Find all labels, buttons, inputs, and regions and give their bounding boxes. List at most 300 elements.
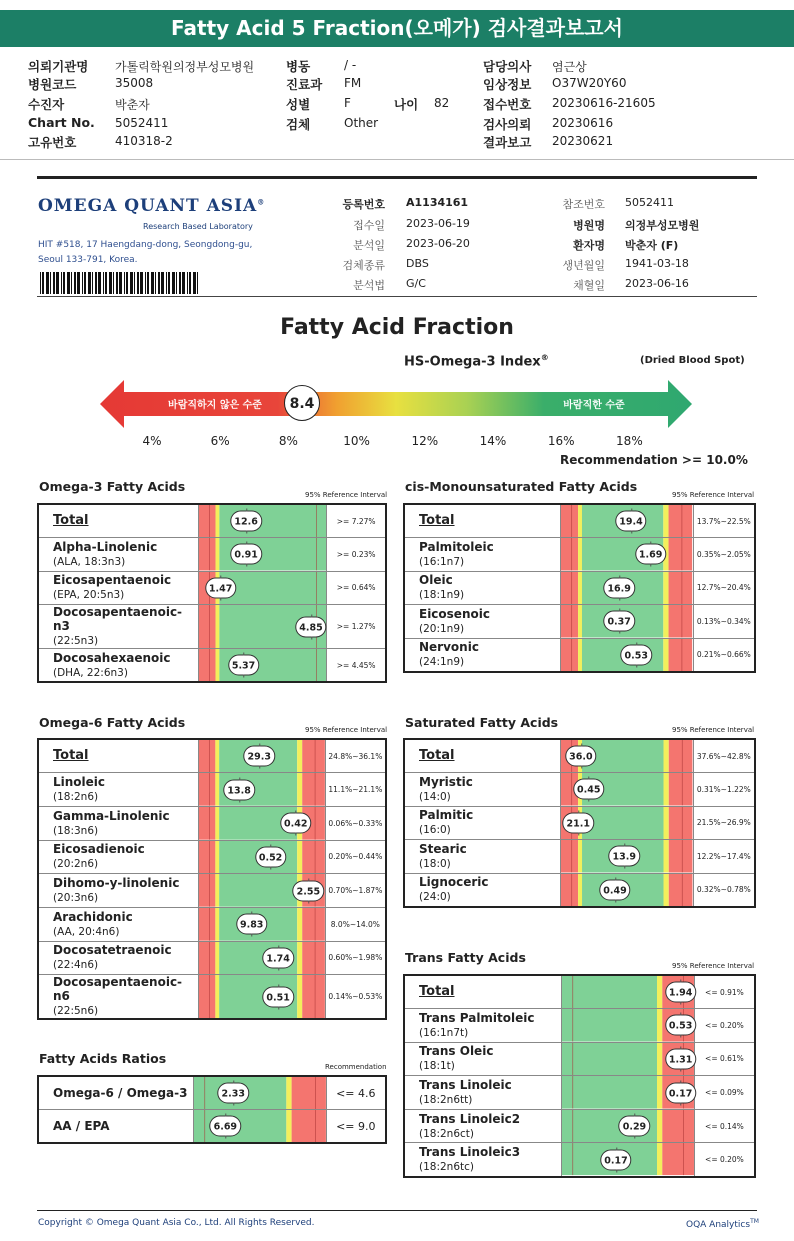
barcode-bar [77, 272, 80, 294]
value-marker [603, 577, 634, 598]
fatty-acid-bar [561, 806, 693, 840]
fatty-acid-fraction-title: Fatty Acid Fraction [280, 315, 514, 340]
report-info-value: G/C [406, 277, 426, 290]
table-row [404, 638, 755, 672]
hs-axis-tick-label: 12% [411, 434, 439, 448]
fatty-acid-bar [198, 975, 325, 1020]
fatty-acid-bar [561, 504, 693, 538]
hs-axis-tick-label: 18% [616, 434, 643, 448]
marker-tick [259, 744, 260, 747]
value-text: 0.91 [234, 549, 258, 561]
value-text: 0.52 [258, 852, 283, 864]
fatty-acid-name [404, 538, 561, 572]
report-info-value: 1941-03-18 [625, 257, 689, 270]
report-info-value: 의정부성모병원 [625, 219, 700, 232]
table-row [404, 538, 755, 572]
patient-info-label: Chart No. [28, 115, 95, 130]
table-row [38, 773, 386, 807]
table-row [404, 840, 755, 874]
marker-tick [221, 575, 222, 578]
fatty-acid-name [404, 571, 561, 605]
table-row [38, 571, 386, 605]
fatty-acid-table-cis-mono [403, 503, 756, 673]
value-marker [295, 616, 326, 637]
fatty-acid-bar [199, 571, 327, 605]
value-marker [635, 544, 666, 565]
value-text: 12.6 [234, 516, 258, 528]
marker-tick [681, 1046, 682, 1049]
fatty-acid-bar [199, 538, 327, 572]
fatty-acid-bar [561, 638, 693, 672]
marker-tick [271, 844, 272, 847]
fatty-acid-table-saturated [403, 738, 756, 908]
barcode-bar [172, 272, 175, 294]
value-text: 13.8 [227, 785, 251, 797]
patient-info-value: 35008 [115, 76, 154, 90]
reference-range: 0.13%~0.34% [693, 605, 755, 639]
fatty-acid-table-trans [403, 974, 756, 1178]
marker-tick [233, 1081, 234, 1084]
barcode-bar [50, 272, 51, 294]
fatty-acid-bar [199, 605, 327, 649]
fatty-acid-name [38, 739, 198, 773]
marker-tick [616, 1169, 617, 1172]
table-row-total [404, 975, 755, 1009]
marker-tick [651, 542, 652, 545]
barcode-bar [187, 272, 188, 294]
fatty-acid-bar [561, 873, 693, 907]
barcode-bar [40, 272, 41, 294]
bar-background [199, 649, 326, 681]
bar-track [199, 538, 326, 571]
fatty-acid-bar [193, 1110, 326, 1144]
table-row [404, 605, 755, 639]
fatty-acid-name [404, 1143, 561, 1177]
fatty-acid-name [38, 649, 199, 683]
section-title-omega3: Omega-3 Fatty Acids [39, 479, 186, 494]
report-top-rule [37, 176, 757, 179]
reference-range: 0.60%~1.98% [325, 941, 386, 975]
value-text: 9.83 [239, 919, 264, 931]
fatty-acid-label: Palmitic [419, 808, 474, 823]
barcode-bar [53, 272, 55, 294]
marker-tick [615, 877, 616, 880]
marker-tick [246, 509, 247, 512]
table-row-total [404, 739, 755, 773]
marker-tick [634, 1114, 635, 1117]
patient-info-label: 검사의뢰 [483, 117, 532, 132]
reference-range: 12.7%~20.4% [693, 571, 755, 605]
report-info-label: 분석일 [353, 239, 385, 252]
hs-axis-tick-label: 10% [343, 434, 370, 448]
value-marker [665, 1048, 696, 1069]
fatty-acid-label: Trans Linoleic2 [419, 1111, 521, 1126]
fatty-acid-label: Total [419, 748, 455, 763]
value-marker [230, 511, 261, 532]
fatty-acid-name [404, 840, 561, 874]
reference-range: >= 7.27% [327, 504, 386, 538]
patient-info-value: 410318-2 [115, 134, 173, 148]
patient-info-label: 고유번호 [28, 135, 77, 150]
barcode-bar [193, 272, 196, 294]
lab-address-line2: Seoul 133-791, Korea. [38, 255, 138, 265]
fatty-acid-notation: (DHA, 22:6n3) [53, 666, 128, 679]
fatty-acid-label: Docosapentaenoic-n3 [53, 605, 183, 633]
fatty-acid-bar [198, 773, 325, 807]
report-info-value: 박춘자 (F) [625, 239, 679, 252]
value-text: 0.29 [622, 1121, 647, 1133]
reference-range: 0.14%~0.53% [325, 975, 386, 1020]
value-text: 0.17 [668, 1088, 693, 1100]
marker-tick [244, 653, 245, 656]
value-marker [620, 644, 651, 665]
value-text: 4.85 [299, 622, 323, 633]
patient-info-value: 가톨릭학원의정부성모병원 [115, 60, 255, 74]
table-row [38, 538, 386, 572]
barcode-image [40, 272, 200, 294]
patient-info-value: 5052411 [115, 116, 169, 130]
fatty-acid-name [404, 1042, 561, 1076]
table-row [38, 1076, 386, 1110]
reference-range: 12.2%~17.4% [693, 840, 755, 874]
reference-range: <= 4.6 [326, 1076, 386, 1110]
fatty-acid-name [404, 739, 561, 773]
fatty-acid-notation: (18:2n6tc) [419, 1161, 474, 1174]
section-title-omega6: Omega-6 Fatty Acids [39, 715, 186, 730]
value-marker [603, 611, 634, 632]
patient-info-label: 진료과 [286, 77, 323, 92]
fatty-acid-bar [561, 1042, 694, 1076]
marker-tick [578, 832, 579, 835]
bar-track [199, 773, 325, 806]
value-text: 36.0 [569, 751, 593, 763]
section-title-ratios: Fatty Acids Ratios [39, 1051, 167, 1066]
fatty-acid-name [404, 638, 561, 672]
barcode-bar [88, 272, 91, 294]
lab-logo-subtitle: Research Based Laboratory [143, 222, 253, 231]
marker-tick [278, 967, 279, 970]
report-info-value: A1134161 [406, 196, 469, 209]
barcode-bar [166, 272, 167, 294]
fatty-acid-notation: (22:4n6) [53, 959, 99, 972]
barcode-bar [95, 272, 97, 294]
marker-tick [636, 642, 637, 645]
fatty-acid-notation: (ALA, 18:3n3) [53, 555, 126, 568]
table-row [38, 907, 386, 941]
fatty-acid-label: Lignoceric [419, 875, 489, 889]
value-text: 13.9 [612, 851, 636, 863]
barcode-bar [116, 272, 118, 294]
table-row [38, 874, 386, 908]
marker-tick [631, 509, 632, 512]
section-title-cis-mono: cis-Monounsaturated Fatty Acids [405, 479, 638, 494]
marker-tick [589, 777, 590, 780]
fatty-acid-label: Dihomo-y-linolenic [53, 876, 180, 891]
bar-track [561, 538, 692, 571]
value-marker [236, 914, 267, 935]
fatty-acid-label: Arachidonic [53, 909, 133, 924]
table-row [38, 605, 386, 649]
barcode-bar [82, 272, 83, 294]
fatty-acid-name [404, 975, 561, 1009]
table-row [38, 840, 386, 874]
report-header-divider [37, 296, 757, 297]
table-row-total [38, 504, 386, 538]
fatty-acid-name [38, 975, 198, 1020]
fatty-acid-name [404, 773, 561, 807]
fatty-acid-label: Omega-6 / Omega-3 [53, 1086, 188, 1100]
patient-info-value: / - [344, 58, 357, 72]
table-row [38, 941, 386, 975]
barcode-bar [105, 272, 107, 294]
value-marker [609, 846, 640, 867]
reference-range: 21.5%~26.9% [693, 806, 755, 840]
fatty-acid-bar [198, 907, 325, 941]
barcode-bar [56, 272, 59, 294]
fatty-acid-label: Total [419, 513, 455, 528]
fatty-acid-label: Linoleic [53, 775, 106, 790]
fatty-acid-label: Trans Oleic [419, 1044, 494, 1059]
barcode-bar [126, 272, 128, 294]
table-row [404, 806, 755, 840]
fatty-acid-name [38, 571, 199, 605]
reference-interval-label: Recommendation [325, 1063, 387, 1071]
reference-range: <= 0.61% [694, 1042, 755, 1076]
fatty-acid-label: Eicosapentaenoic [53, 573, 172, 588]
fatty-acid-label: Docosapentaenoic-n6 [53, 975, 183, 1004]
fatty-acid-bar [199, 649, 327, 683]
report-info-label: 접수일 [353, 219, 385, 232]
report-info-label: 등록번호 [342, 198, 385, 211]
hs-axis-tick-label: 14% [479, 434, 507, 448]
value-text: 0.37 [607, 616, 631, 628]
barcode-bar [151, 272, 154, 294]
fatty-acid-label: AA / EPA [53, 1119, 110, 1133]
marker-tick [619, 575, 620, 578]
reference-range: 0.35%~2.05% [693, 538, 755, 572]
reference-interval-label: 95% Reference Interval [672, 962, 755, 970]
patient-info-label: 담당의사 [483, 59, 532, 74]
fatty-acid-bar [561, 571, 693, 605]
value-marker [665, 1082, 696, 1103]
bar-track [194, 1077, 326, 1109]
fatty-acid-label: Trans Palmitoleic [419, 1010, 535, 1025]
value-text: 1.94 [668, 987, 693, 999]
marker-tick [296, 811, 297, 814]
fatty-acid-name [38, 941, 198, 975]
patient-info-value: 82 [434, 96, 450, 110]
fatty-acid-name [38, 605, 199, 649]
reference-range: 0.32%~0.78% [693, 873, 755, 907]
value-marker [244, 746, 275, 767]
barcode-bar [61, 272, 62, 294]
patient-info-value: 20230616 [552, 116, 614, 130]
value-marker [255, 846, 286, 867]
barcode-bar [84, 272, 86, 294]
lab-logo: OMEGA QUANT ASIA® [38, 196, 266, 216]
fatty-acid-table-omega3 [37, 503, 387, 683]
bar-track [199, 505, 326, 537]
value-text: 1.31 [668, 1054, 693, 1066]
bar-background [194, 1077, 326, 1109]
fatty-acid-notation: (14:0) [419, 790, 451, 803]
value-marker [665, 982, 696, 1003]
fatty-acid-notation: (18:2n6ct) [419, 1127, 474, 1140]
barcode-bar [124, 272, 125, 294]
copyright-text: Copyright © Omega Quant Asia Co., Ltd. All Rights Reserved. [38, 1218, 315, 1228]
fatty-acid-name [38, 1076, 193, 1110]
value-marker [262, 947, 293, 968]
marker-tick [239, 777, 240, 780]
fatty-acid-notation: (24:0) [419, 891, 451, 903]
marker-tick [681, 1035, 682, 1038]
fatty-acid-name [404, 1076, 561, 1110]
table-row [38, 649, 386, 683]
fatty-acid-label: Oleic [419, 573, 453, 588]
reference-range: 0.70%~1.87% [325, 874, 386, 908]
value-marker [205, 577, 236, 598]
bar-track [199, 649, 326, 681]
section-title-trans: Trans Fatty Acids [405, 950, 526, 965]
marker-tick [311, 614, 312, 617]
fatty-acid-notation: (18:1t) [419, 1060, 455, 1073]
value-marker [262, 986, 293, 1007]
marker-tick [589, 799, 590, 802]
reference-interval-label: 95% Reference Interval [672, 491, 755, 499]
barcode-bar [109, 272, 112, 294]
marker-tick [581, 766, 582, 769]
reference-range: >= 4.45% [327, 649, 386, 683]
fatty-acid-name [38, 504, 199, 538]
marker-tick [246, 564, 247, 567]
section-title-saturated: Saturated Fatty Acids [405, 715, 559, 730]
patient-info-value: F [344, 96, 351, 110]
patient-info-label: 나이 [394, 97, 419, 112]
marker-tick [681, 1102, 682, 1105]
marker-tick [252, 934, 253, 937]
report-info-value: 2023-06-19 [406, 217, 470, 230]
marker-tick [581, 744, 582, 747]
patient-info-value: 염근상 [552, 60, 587, 74]
bar-background [199, 773, 325, 806]
report-info-label: 검체종류 [342, 259, 385, 272]
hs-axis-tick-label: 6% [210, 434, 230, 448]
marker-tick [271, 866, 272, 869]
marker-tick [681, 1080, 682, 1083]
fatty-acid-label: Gamma-Linolenic [53, 808, 170, 823]
hs-axis-tick-label: 4% [142, 434, 162, 448]
report-info-value: DBS [406, 257, 429, 270]
value-text: 1.69 [638, 549, 663, 561]
marker-tick [651, 564, 652, 567]
reference-range: 0.06%~0.33% [325, 806, 386, 840]
table-row [404, 571, 755, 605]
value-text: 1.74 [266, 953, 290, 965]
reference-range: >= 0.23% [327, 538, 386, 572]
reference-interval-label: 95% Reference Interval [305, 726, 388, 734]
marker-tick [278, 1006, 279, 1009]
fatty-acid-bar [561, 1076, 694, 1110]
marker-tick [634, 1136, 635, 1139]
report-info-label: 분석법 [353, 279, 385, 292]
value-marker [210, 1116, 241, 1137]
fatty-acid-notation: (20:3n6) [53, 892, 99, 905]
reference-range: 0.21%~0.66% [693, 638, 755, 672]
fatty-acid-label: Trans Linoleic3 [419, 1145, 521, 1160]
value-text: 5.37 [231, 660, 256, 672]
fatty-acid-label: Eicosenoic [419, 606, 490, 621]
reference-range: <= 0.09% [694, 1076, 755, 1110]
value-text: 0.42 [284, 818, 308, 830]
patient-info-label: 병원코드 [28, 77, 77, 92]
reference-range: >= 1.27% [327, 605, 386, 649]
fatty-acid-notation: (16:0) [419, 824, 451, 837]
marker-tick [296, 833, 297, 836]
table-row [404, 873, 755, 907]
fatty-acid-bar [198, 739, 325, 773]
marker-tick [308, 878, 309, 881]
hs-axis-tick-label: 8% [278, 434, 298, 448]
marker-tick [233, 1103, 234, 1106]
table-row [404, 1109, 755, 1143]
barcode-bar [140, 272, 143, 294]
patient-info-label: 접수번호 [483, 97, 532, 112]
value-marker [600, 1149, 631, 1170]
fatty-acid-notation: (18:2n6tt) [419, 1094, 473, 1107]
fatty-acid-notation: (EPA, 20:5n3) [53, 589, 125, 602]
value-text: 0.17 [604, 1155, 628, 1167]
report-info-label: 생년월일 [562, 259, 605, 272]
fatty-acid-bar [561, 605, 693, 639]
barcode-bar [137, 272, 139, 294]
table-row [404, 1076, 755, 1110]
fatty-acid-bar [193, 1076, 326, 1110]
table-row [38, 806, 386, 840]
barcode-bar [92, 272, 93, 294]
value-text: 29.3 [247, 751, 271, 763]
table-row [404, 1042, 755, 1076]
fatty-acid-label: Alpha-Linolenic [53, 539, 158, 554]
fatty-acid-name [404, 806, 561, 840]
marker-tick [246, 542, 247, 545]
fatty-acid-notation: (AA, 20:4n6) [53, 925, 120, 938]
barcode-bar [179, 272, 181, 294]
reference-interval-label: 95% Reference Interval [672, 726, 755, 734]
fatty-acid-label: Myristic [419, 774, 473, 789]
reference-range: 0.31%~1.22% [693, 773, 755, 807]
value-text: 0.45 [577, 784, 601, 796]
marker-tick [619, 631, 620, 634]
report-info-label: 환자명 [573, 239, 605, 252]
patient-info-label: 의뢰기관명 [28, 59, 89, 74]
marker-tick [278, 984, 279, 987]
value-marker [665, 1015, 696, 1036]
reference-range: <= 0.20% [694, 1009, 755, 1043]
table-row [38, 1110, 386, 1144]
specimen-type-label: (Dried Blood Spot) [640, 355, 745, 366]
barcode-bar [197, 272, 198, 294]
gauge-right-label: 바람직한 수준 [563, 400, 625, 411]
fatty-acid-notation: (16:1n7) [419, 555, 465, 568]
fatty-acid-label: Stearic [419, 841, 467, 856]
fatty-acid-bar [561, 739, 693, 773]
patient-info-label: 검체 [286, 117, 311, 132]
barcode-bar [119, 272, 122, 294]
barcode-bar [67, 272, 70, 294]
fatty-acid-table-ratios [37, 1075, 387, 1144]
value-marker [563, 812, 594, 833]
value-marker [223, 779, 254, 800]
